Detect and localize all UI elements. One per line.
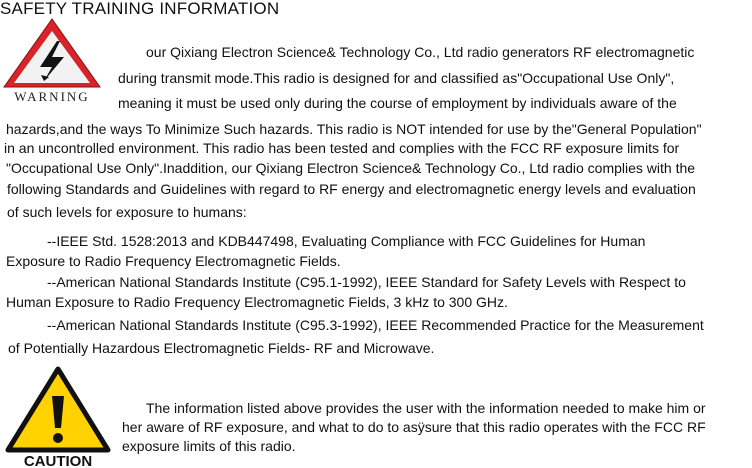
standard-line: --IEEE Std. 1528:2013 and KDB447498, Evaluating Compliance with FCC Guidelines for Human (47, 233, 646, 249)
paragraph1-line: in an uncontrolled environment. This radio has been tested and complies with the FCC RF exposure limits for (4, 140, 680, 156)
caution-icon-label: CAUTION (23, 453, 93, 468)
paragraph2-line: her aware of RF exposure, and what to do to asÿsure that this radio operates with the FCC RF (122, 419, 706, 435)
standard-line: Exposure to Radio Frequency Electromagnetic Fields. (6, 253, 341, 269)
paragraph2-line: exposure limits of this radio. (122, 438, 296, 454)
warning-electric-hazard-icon (2, 17, 102, 103)
paragraph2-line: The information listed above provides the user with the information needed to make him or (146, 400, 706, 416)
caution-icon (4, 366, 112, 468)
paragraph1-line: of such levels for exposure to humans: (7, 204, 247, 220)
standard-line: --American National Standards Institute (C95.3-1992), IEEE Recommended Practice for the Measurement (47, 317, 704, 333)
standard-line: of Potentially Hazardous Electromagnetic Fields- RF and Microwave. (8, 340, 435, 356)
paragraph1-line: during transmit mode.This radio is designed for and classified as"Occupational Use Only", (118, 70, 675, 86)
paragraph1-line: following Standards and Guidelines with regard to RF energy and electromagnetic energy levels and evaluation (7, 181, 696, 197)
standard-line: --American National Standards Institute (C95.1-1992), IEEE Standard for Safety Levels with Respect to (47, 274, 686, 290)
paragraph1-line: meaning it must be used only during the course of employment by individuals aware of the (118, 95, 677, 111)
paragraph1-line: "Occupational Use Only".Inaddition, our Qixiang Electron Science& Technology Co., Ltd radio complies with the (6, 160, 696, 176)
paragraph1-line: our Qixiang Electron Science& Technology Co., Ltd radio generators RF electromagnetic (146, 44, 695, 60)
standard-line: Human Exposure to Radio Frequency Electromagnetic Fields, 3 kHz to 300 GHz. (6, 294, 508, 310)
page-title: SAFETY TRAINING INFORMATION (0, 0, 280, 18)
warning-icon-label: WARNING (14, 89, 90, 103)
paragraph1-line: hazards,and the ways To Minimize Such hazards. This radio is NOT intended for use by the"General Population" (6, 121, 702, 137)
